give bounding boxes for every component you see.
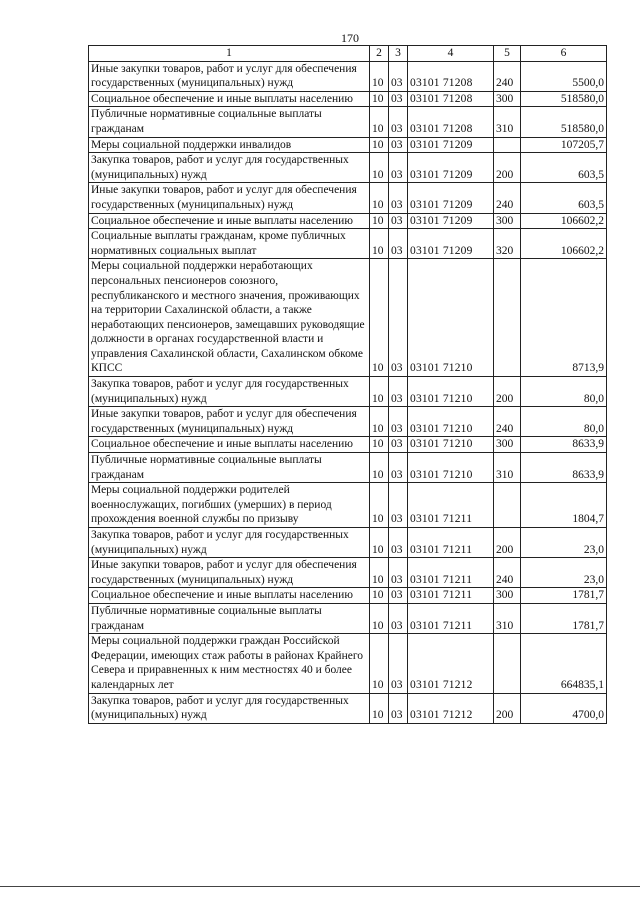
column-header: 5 bbox=[494, 46, 521, 62]
subsection-code: 03 bbox=[389, 377, 408, 407]
target-article-code: 03101 71208 bbox=[408, 61, 494, 91]
subsection-code: 03 bbox=[389, 558, 408, 588]
subsection-code: 03 bbox=[389, 634, 408, 693]
amount: 106602,2 bbox=[521, 213, 607, 229]
section-code: 10 bbox=[370, 91, 389, 107]
section-code: 10 bbox=[370, 634, 389, 693]
subsection-code: 03 bbox=[389, 153, 408, 183]
item-name: Социальное обеспечение и иные выплаты населению bbox=[89, 437, 370, 453]
table-row bbox=[89, 137, 607, 153]
target-article-code: 03101 71209 bbox=[408, 137, 494, 153]
table-row bbox=[89, 528, 607, 558]
item-name: Иные закупки товаров, работ и услуг для обеспечения государственных (муниципальных) нужд bbox=[89, 407, 370, 437]
amount: 1804,7 bbox=[521, 483, 607, 528]
item-name: Меры социальной поддержки инвалидов bbox=[89, 137, 370, 153]
amount: 80,0 bbox=[521, 377, 607, 407]
target-article-code: 03101 71209 bbox=[408, 183, 494, 213]
section-code: 10 bbox=[370, 558, 389, 588]
section-code: 10 bbox=[370, 377, 389, 407]
table-row bbox=[89, 634, 607, 693]
item-name: Социальное обеспечение и иные выплаты населению bbox=[89, 91, 370, 107]
target-article-code: 03101 71211 bbox=[408, 588, 494, 604]
amount: 5500,0 bbox=[521, 61, 607, 91]
table-row bbox=[89, 437, 607, 453]
column-header: 1 bbox=[89, 46, 370, 62]
section-code: 10 bbox=[370, 693, 389, 723]
expense-type-code: 240 bbox=[494, 61, 521, 91]
target-article-code: 03101 71211 bbox=[408, 483, 494, 528]
subsection-code: 03 bbox=[389, 183, 408, 213]
item-name: Закупка товаров, работ и услуг для государственных (муниципальных) нужд bbox=[89, 153, 370, 183]
subsection-code: 03 bbox=[389, 107, 408, 137]
expense-type-code bbox=[494, 137, 521, 153]
target-article-code: 03101 71209 bbox=[408, 153, 494, 183]
item-name: Публичные нормативные социальные выплаты гражданам bbox=[89, 107, 370, 137]
subsection-code: 03 bbox=[389, 259, 408, 377]
amount: 603,5 bbox=[521, 183, 607, 213]
amount: 8633,9 bbox=[521, 453, 607, 483]
target-article-code: 03101 71210 bbox=[408, 437, 494, 453]
section-code: 10 bbox=[370, 588, 389, 604]
amount: 664835,1 bbox=[521, 634, 607, 693]
item-name: Меры социальной поддержки граждан Российской Федерации, имеющих стаж работы в районах Крайнего Севера и приравненных к ним местностях 40 и более календарных лет bbox=[89, 634, 370, 693]
target-article-code: 03101 71208 bbox=[408, 107, 494, 137]
table-body bbox=[89, 46, 607, 724]
subsection-code: 03 bbox=[389, 213, 408, 229]
table-row bbox=[89, 483, 607, 528]
subsection-code: 03 bbox=[389, 693, 408, 723]
column-header: 2 bbox=[370, 46, 389, 62]
table-row bbox=[89, 603, 607, 633]
column-header: 6 bbox=[521, 46, 607, 62]
item-name: Меры социальной поддержки неработающих персональных пенсионеров союзного, республиканского и местного значения, проживающих на территории Сахалинской области, а также неработающих пенсионеров, замещавших руководящие должности в органах государственной власти и управления Сахалинской области, Сахалинском обкоме КПСС bbox=[89, 259, 370, 377]
item-name: Иные закупки товаров, работ и услуг для обеспечения государственных (муниципальных) нужд bbox=[89, 183, 370, 213]
subsection-code: 03 bbox=[389, 603, 408, 633]
expense-type-code bbox=[494, 483, 521, 528]
expense-type-code: 300 bbox=[494, 91, 521, 107]
table-row bbox=[89, 558, 607, 588]
item-name: Меры социальной поддержки родителей военнослужащих, погибших (умерших) в период прохождения военной службы по призыву bbox=[89, 483, 370, 528]
table-row bbox=[89, 183, 607, 213]
amount: 107205,7 bbox=[521, 137, 607, 153]
target-article-code: 03101 71211 bbox=[408, 603, 494, 633]
table-row bbox=[89, 91, 607, 107]
section-code: 10 bbox=[370, 437, 389, 453]
table-row bbox=[89, 693, 607, 723]
target-article-code: 03101 71209 bbox=[408, 213, 494, 229]
expense-type-code: 310 bbox=[494, 107, 521, 137]
item-name: Социальное обеспечение и иные выплаты населению bbox=[89, 213, 370, 229]
expense-type-code: 300 bbox=[494, 588, 521, 604]
target-article-code: 03101 71210 bbox=[408, 407, 494, 437]
table-row bbox=[89, 588, 607, 604]
item-name: Закупка товаров, работ и услуг для государственных (муниципальных) нужд bbox=[89, 377, 370, 407]
subsection-code: 03 bbox=[389, 528, 408, 558]
table-row bbox=[89, 377, 607, 407]
amount: 23,0 bbox=[521, 528, 607, 558]
expense-type-code: 300 bbox=[494, 213, 521, 229]
amount: 8633,9 bbox=[521, 437, 607, 453]
expense-type-code bbox=[494, 634, 521, 693]
table-row bbox=[89, 453, 607, 483]
section-code: 10 bbox=[370, 603, 389, 633]
budget-table bbox=[88, 45, 607, 724]
expense-type-code: 200 bbox=[494, 693, 521, 723]
amount: 106602,2 bbox=[521, 229, 607, 259]
header-row bbox=[89, 46, 607, 62]
amount: 23,0 bbox=[521, 558, 607, 588]
amount: 1781,7 bbox=[521, 603, 607, 633]
target-article-code: 03101 71208 bbox=[408, 91, 494, 107]
subsection-code: 03 bbox=[389, 229, 408, 259]
column-header: 4 bbox=[408, 46, 494, 62]
item-name: Социальные выплаты гражданам, кроме публичных нормативных социальных выплат bbox=[89, 229, 370, 259]
section-code: 10 bbox=[370, 107, 389, 137]
table-row bbox=[89, 61, 607, 91]
subsection-code: 03 bbox=[389, 137, 408, 153]
target-article-code: 03101 71210 bbox=[408, 377, 494, 407]
table-row bbox=[89, 107, 607, 137]
item-name: Публичные нормативные социальные выплаты гражданам bbox=[89, 603, 370, 633]
page-number: 170 bbox=[341, 31, 359, 45]
amount: 4700,0 bbox=[521, 693, 607, 723]
page-bottom-rule bbox=[0, 886, 640, 887]
section-code: 10 bbox=[370, 483, 389, 528]
target-article-code: 03101 71211 bbox=[408, 558, 494, 588]
expense-type-code: 300 bbox=[494, 437, 521, 453]
table-row bbox=[89, 259, 607, 377]
target-article-code: 03101 71212 bbox=[408, 634, 494, 693]
section-code: 10 bbox=[370, 61, 389, 91]
item-name: Иные закупки товаров, работ и услуг для обеспечения государственных (муниципальных) нужд bbox=[89, 558, 370, 588]
item-name: Социальное обеспечение и иные выплаты населению bbox=[89, 588, 370, 604]
subsection-code: 03 bbox=[389, 407, 408, 437]
section-code: 10 bbox=[370, 528, 389, 558]
section-code: 10 bbox=[370, 183, 389, 213]
table-row bbox=[89, 153, 607, 183]
table-row bbox=[89, 229, 607, 259]
expense-type-code: 310 bbox=[494, 453, 521, 483]
section-code: 10 bbox=[370, 137, 389, 153]
expense-type-code bbox=[494, 259, 521, 377]
expense-type-code: 200 bbox=[494, 377, 521, 407]
subsection-code: 03 bbox=[389, 453, 408, 483]
item-name: Иные закупки товаров, работ и услуг для обеспечения государственных (муниципальных) нужд bbox=[89, 61, 370, 91]
amount: 518580,0 bbox=[521, 91, 607, 107]
section-code: 10 bbox=[370, 213, 389, 229]
expense-type-code: 200 bbox=[494, 528, 521, 558]
subsection-code: 03 bbox=[389, 91, 408, 107]
expense-type-code: 320 bbox=[494, 229, 521, 259]
column-header: 3 bbox=[389, 46, 408, 62]
table-row bbox=[89, 213, 607, 229]
section-code: 10 bbox=[370, 407, 389, 437]
item-name: Публичные нормативные социальные выплаты гражданам bbox=[89, 453, 370, 483]
subsection-code: 03 bbox=[389, 483, 408, 528]
amount: 8713,9 bbox=[521, 259, 607, 377]
section-code: 10 bbox=[370, 259, 389, 377]
item-name: Закупка товаров, работ и услуг для государственных (муниципальных) нужд bbox=[89, 528, 370, 558]
expense-type-code: 240 bbox=[494, 407, 521, 437]
subsection-code: 03 bbox=[389, 61, 408, 91]
target-article-code: 03101 71211 bbox=[408, 528, 494, 558]
expense-type-code: 240 bbox=[494, 558, 521, 588]
section-code: 10 bbox=[370, 153, 389, 183]
expense-type-code: 240 bbox=[494, 183, 521, 213]
target-article-code: 03101 71212 bbox=[408, 693, 494, 723]
item-name: Закупка товаров, работ и услуг для государственных (муниципальных) нужд bbox=[89, 693, 370, 723]
amount: 80,0 bbox=[521, 407, 607, 437]
target-article-code: 03101 71210 bbox=[408, 453, 494, 483]
amount: 518580,0 bbox=[521, 107, 607, 137]
subsection-code: 03 bbox=[389, 437, 408, 453]
amount: 1781,7 bbox=[521, 588, 607, 604]
expense-type-code: 200 bbox=[494, 153, 521, 183]
expense-type-code: 310 bbox=[494, 603, 521, 633]
target-article-code: 03101 71209 bbox=[408, 229, 494, 259]
table-row bbox=[89, 407, 607, 437]
section-code: 10 bbox=[370, 453, 389, 483]
amount: 603,5 bbox=[521, 153, 607, 183]
section-code: 10 bbox=[370, 229, 389, 259]
target-article-code: 03101 71210 bbox=[408, 259, 494, 377]
subsection-code: 03 bbox=[389, 588, 408, 604]
